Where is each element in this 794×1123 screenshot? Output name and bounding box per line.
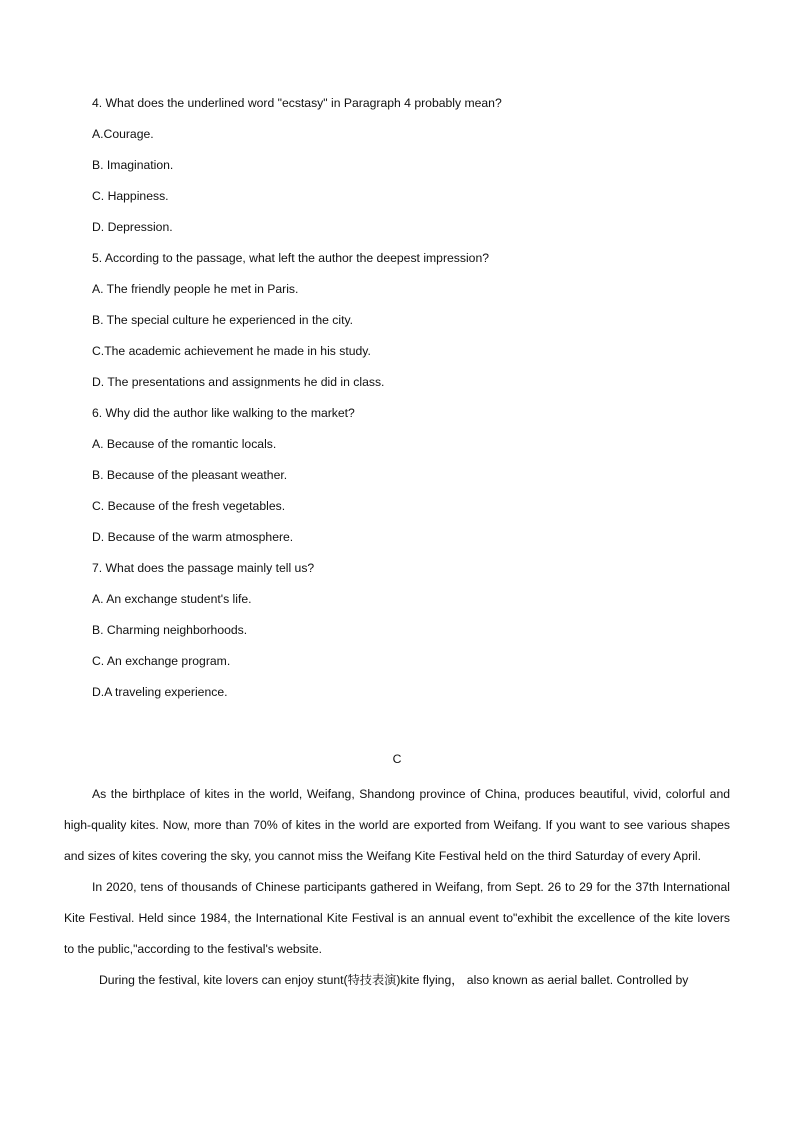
answer-option: D. Depression. — [92, 220, 173, 234]
answer-option: C. Happiness. — [92, 189, 169, 203]
reading-passage — [64, 779, 730, 996]
answer-option: C. An exchange program. — [92, 654, 231, 668]
answer-option: B. Charming neighborhoods. — [92, 623, 248, 637]
passage-paragraph: During the festival, kite lovers can enjoy stunt(特技表演)kite flying， also known as aerial ballet. Controlled by — [99, 973, 689, 987]
answer-option: A. An exchange student's life. — [92, 592, 252, 606]
question-stem: 7. What does the passage mainly tell us? — [92, 561, 315, 575]
section-heading: C — [392, 752, 402, 766]
answer-option: D.A traveling experience. — [92, 685, 228, 699]
questions-block — [92, 92, 732, 712]
passage-paragraph: As the birthplace of kites in the world, Weifang, Shandong province of China, produces beautiful, vivid, colorful and high-quality kites. Now, more than 70% of kites in the world are exported from Weifang. If you want to see various shapes and sizes of kites covering the sky, you cannot miss the Weifang Kite Festival held on the third Saturday of every April. — [64, 787, 730, 863]
answer-option: B. Because of the pleasant weather. — [92, 468, 288, 482]
answer-option: D. The presentations and assignments he did in class. — [92, 375, 385, 389]
question-stem: 6. Why did the author like walking to the market? — [92, 406, 355, 420]
answer-option: A.Courage. — [92, 127, 154, 141]
question-stem: 4. What does the underlined word "ecstasy" in Paragraph 4 probably mean? — [92, 96, 502, 110]
answer-option: C.The academic achievement he made in his study. — [92, 344, 371, 358]
answer-option: C. Because of the fresh vegetables. — [92, 499, 286, 513]
question-stem: 5. According to the passage, what left the author the deepest impression? — [92, 251, 490, 265]
answer-option: B. Imagination. — [92, 158, 174, 172]
answer-option: A. The friendly people he met in Paris. — [92, 282, 299, 296]
answer-option: A. Because of the romantic locals. — [92, 437, 277, 451]
answer-option: D. Because of the warm atmosphere. — [92, 530, 294, 544]
passage-paragraph: In 2020, tens of thousands of Chinese participants gathered in Weifang, from Sept. 26 to 29 for the 37th International Kite Festival. Held since 1984, the International Kite Festival is an annual event to"exhibit the excellence of the kite lovers to the public,"according to the festival's website. — [64, 880, 730, 956]
answer-option: B. The special culture he experienced in the city. — [92, 313, 354, 327]
